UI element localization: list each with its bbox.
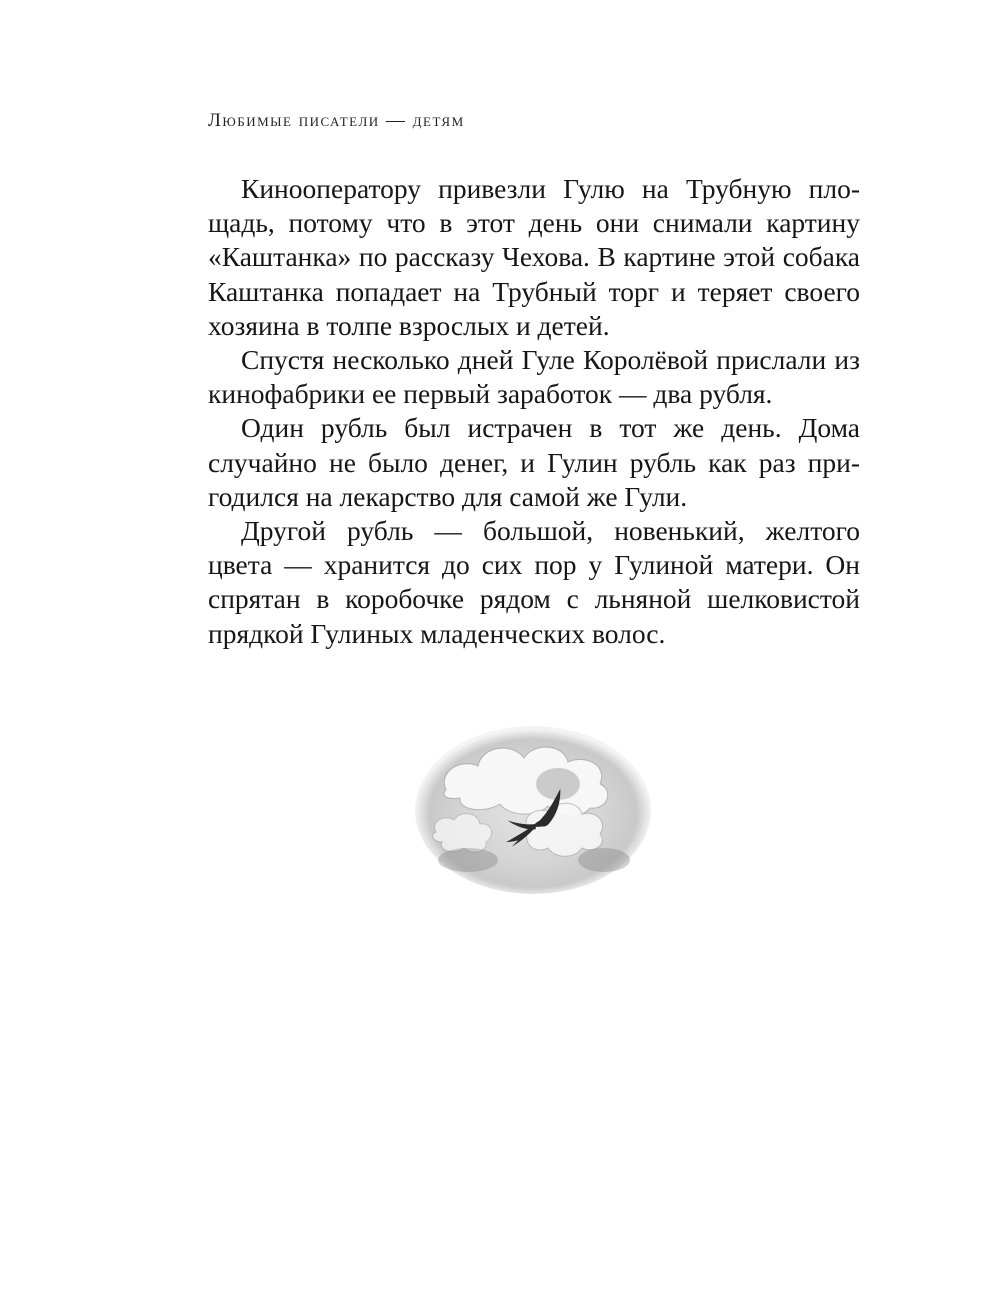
paragraph: Другой рубль — большой, новенький, желтого цвета — хранится до сих пор у Гулиной матери. Он спрятан в коробочке рядом с льняной шелковистой прядкой Гулиных младенческих волос. [208,515,860,649]
clouds-with-swallow-illustration [408,720,658,898]
running-head: Любимые писатели — детям [208,110,465,131]
body-text [208,172,860,651]
paragraph: Спустя несколько дней Гуле Королёвой прислали из кинофабрики ее первый заработок — два рубля. [208,344,860,410]
illustration-vignette [408,720,658,898]
paragraph: Один рубль был истрачен в тот же день. Дома случайно не было денег, и Гулин рубль как раз пригодился на лекарство для самой же Гули. [208,412,860,512]
paragraph: Кинооператору привезли Гулю на Трубную площадь, потому что в этот день они снимали картину «Каштанка» по рассказу Чехова. В картине этой собака Каштанка попадает на Трубный торг и теряет своего хозяина в толпе взрослых и детей. [208,173,860,341]
